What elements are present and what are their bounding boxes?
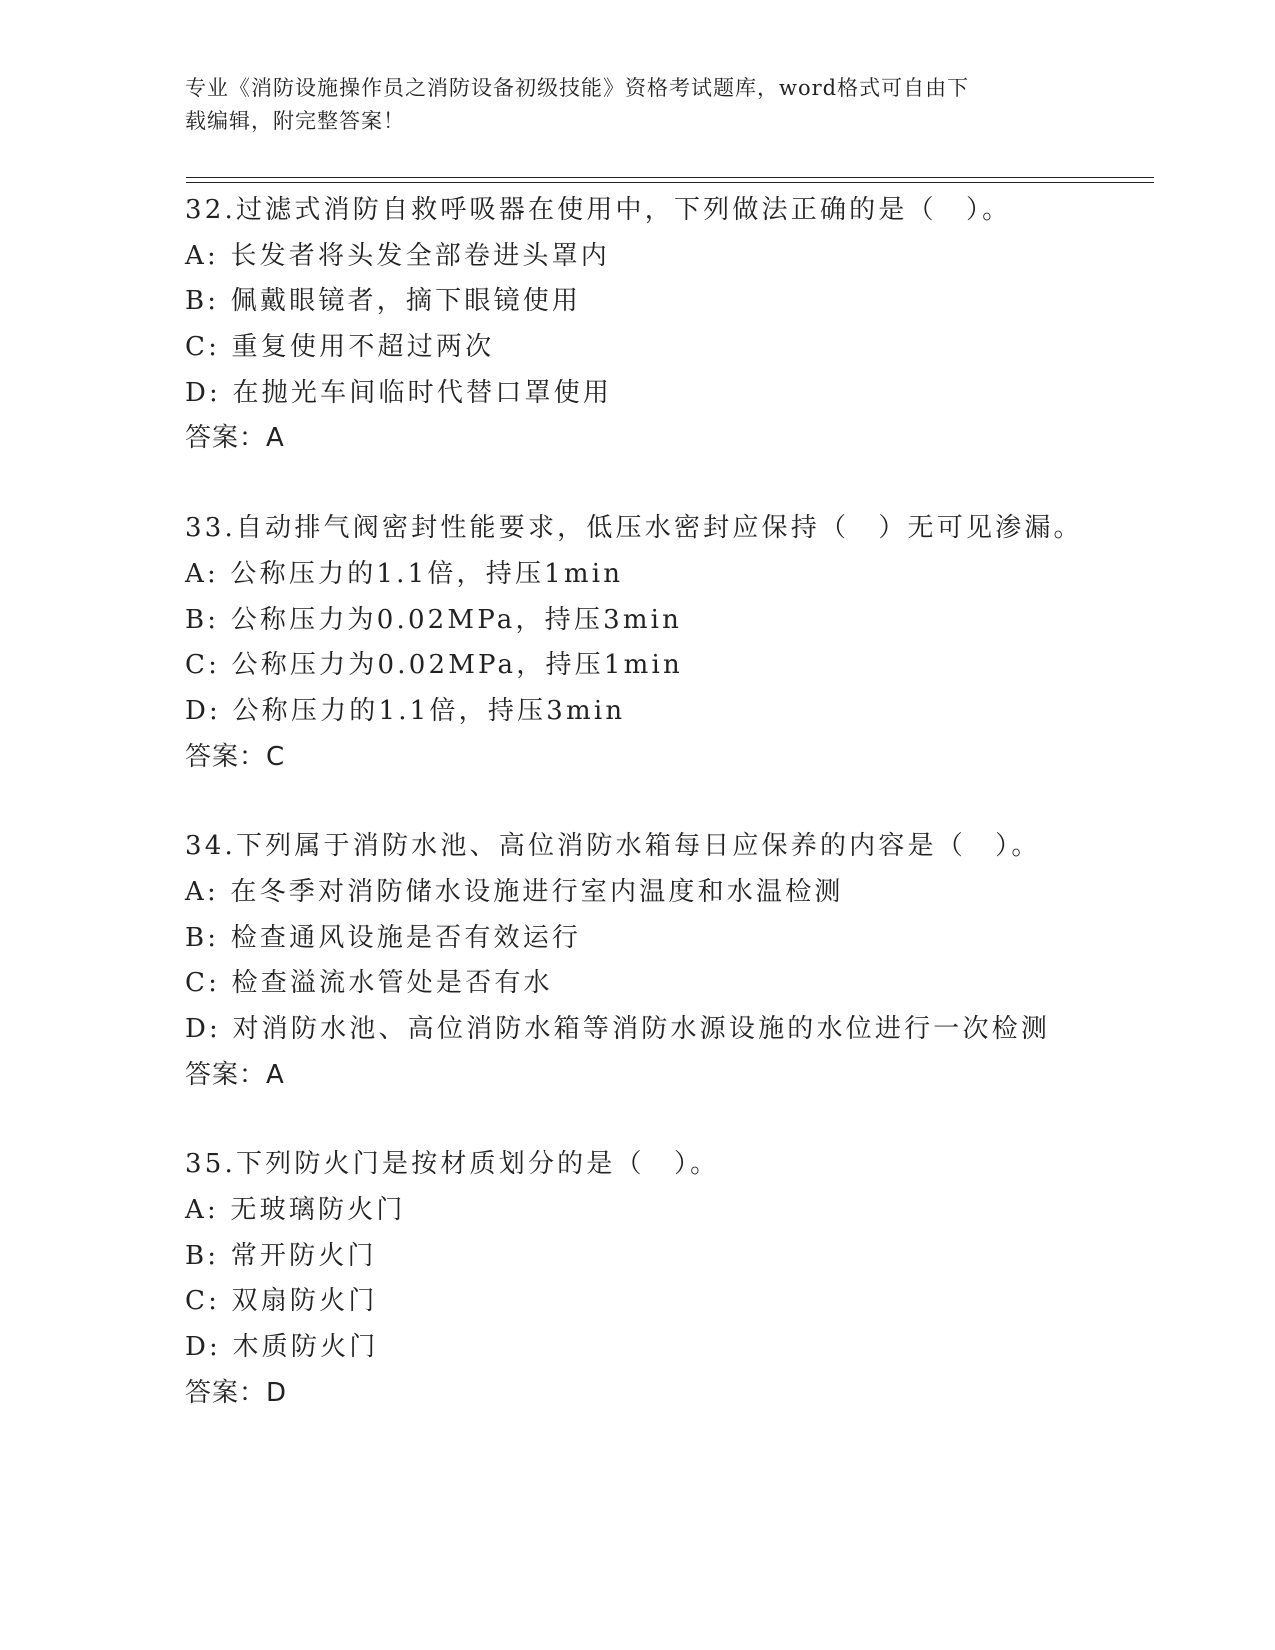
option-c: C: 公称压力为0.02MPa，持压1min	[185, 650, 683, 681]
question-stem: 34.下列属于消防水池、高位消防水箱每日应保养的内容是（ ）。	[185, 831, 1041, 862]
question-stem: 33.自动排气阀密封性能要求，低压水密封应保持（ ）无可见渗漏。	[185, 513, 1083, 544]
option-a: A: 在冬季对消防储水设施进行室内温度和水温检测	[185, 876, 844, 907]
question-32	[185, 188, 1185, 462]
answer-label: 答案：C	[185, 741, 286, 772]
header-line-1: 专业《消防设施操作员之消防设备初级技能》资格考试题库，word格式可自由下	[185, 76, 970, 100]
option-c: C: 重复使用不超过两次	[185, 332, 495, 363]
document-header	[185, 72, 1065, 138]
question-stem: 32.过滤式消防自救呼吸器在使用中，下列做法正确的是（ ）。	[185, 195, 1012, 225]
option-b: B: 公称压力为0.02MPa，持压3min	[185, 604, 683, 635]
header-line-2: 载编辑，附完整答案！	[185, 109, 405, 133]
option-a: A: 长发者将头发全部卷进头罩内	[185, 240, 611, 271]
answer-label: 答案：A	[185, 1059, 285, 1090]
option-d: D: 公称压力的1.1倍，持压3min	[185, 695, 626, 726]
answer-label: 答案：D	[185, 1377, 288, 1408]
option-b: B: 检查通风设施是否有效运行	[185, 922, 582, 953]
option-d: D: 在抛光车间临时代替口罩使用	[185, 377, 613, 408]
option-b: B: 佩戴眼镜者，摘下眼镜使用	[185, 286, 582, 317]
option-d: D: 木质防火门	[185, 1332, 379, 1363]
question-35	[185, 1142, 1185, 1416]
answer-label: 答案：A	[185, 423, 285, 454]
question-list	[185, 188, 1185, 1417]
option-d: D: 对消防水池、高位消防水箱等消防水源设施的水位进行一次检测	[185, 1014, 1051, 1044]
header-divider	[186, 177, 1154, 183]
question-34	[185, 824, 1185, 1098]
option-a: A: 无玻璃防火门	[185, 1195, 406, 1226]
option-c: C: 双扇防火门	[185, 1286, 378, 1317]
option-c: C: 检查溢流水管处是否有水	[185, 968, 553, 999]
question-stem: 35.下列防火门是按材质划分的是（ ）。	[185, 1149, 720, 1180]
option-b: B: 常开防火门	[185, 1240, 377, 1271]
option-a: A: 公称压力的1.1倍，持压1min	[185, 558, 624, 589]
question-33	[185, 506, 1185, 780]
